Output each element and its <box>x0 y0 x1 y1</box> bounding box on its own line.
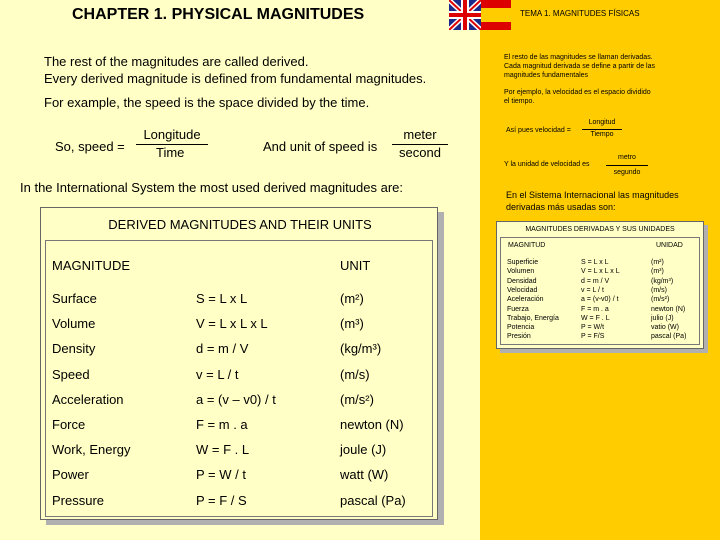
es-row-formula: W = F . L <box>581 314 610 322</box>
es-example-line-2: el tiempo. <box>504 98 535 105</box>
es-row-unit: vatio (W) <box>651 324 679 332</box>
es-unit-denominator: segundo <box>613 169 641 176</box>
es-row-formula: V = L x L x L <box>581 268 620 276</box>
es-row-formula: P = W/t <box>581 324 605 332</box>
col-header-magnitude: MAGNITUDE <box>52 258 130 273</box>
es-row-magnitude: Aceleración <box>507 296 544 304</box>
es-speed-fraction <box>582 118 622 139</box>
flag-icon <box>449 0 511 30</box>
row-formula: F = m . a <box>196 417 248 432</box>
row-unit: (m/s) <box>340 366 370 382</box>
example-text: For example, the speed is the space divided by the time. <box>44 95 370 110</box>
row-formula: a = (v – v0) / t <box>196 391 276 407</box>
row-formula: V = L x L x L <box>196 316 268 332</box>
fraction-line <box>606 165 648 166</box>
row-unit: (kg/m³) <box>340 341 382 357</box>
es-row-magnitude: Potencia <box>507 324 535 332</box>
es-row-formula: v = L / t <box>581 286 604 294</box>
row-unit: (m²) <box>340 291 364 306</box>
es-intro-line-2: Cada magnitud derivada se define a partir de las <box>504 63 655 70</box>
es-row-magnitude: Fuerza <box>507 305 529 313</box>
row-formula: d = m / V <box>196 341 249 357</box>
unit-fraction <box>392 127 448 160</box>
es-row-unit: (m²) <box>651 259 664 266</box>
row-magnitude: Work, Energy <box>52 442 131 458</box>
row-magnitude: Density <box>52 341 96 357</box>
table-body <box>45 240 433 517</box>
row-unit: joule (J) <box>340 442 387 458</box>
row-formula: P = F / S <box>196 492 247 508</box>
row-magnitude: Force <box>52 417 86 432</box>
row-unit: (m³) <box>340 316 364 332</box>
row-unit: newton (N) <box>340 417 404 432</box>
es-row-unit: julio (J) <box>651 314 674 322</box>
es-si-line-2: derivadas más usadas son: <box>506 202 616 212</box>
es-row-formula: d = m / V <box>581 277 610 285</box>
es-row-unit: (m/s) <box>651 286 667 294</box>
row-magnitude: Surface <box>52 291 97 306</box>
speed-numerator: Longitude <box>143 127 201 142</box>
es-row-formula: S = L x L <box>581 259 609 266</box>
es-speed-denominator: Tiempo <box>590 131 614 138</box>
es-row-magnitude: Presión <box>507 333 531 341</box>
es-speed-numerator: Longitud <box>588 119 616 126</box>
row-unit: watt (W) <box>340 467 389 483</box>
es-row-formula: F = m . a <box>581 305 609 313</box>
intro-line-2: Every derived magnitude is defined from fundamental magnitudes. <box>44 71 427 86</box>
es-unit-numerator: metro <box>618 154 636 161</box>
tema-title: TEMA 1. MAGNITUDES FÍSICAS <box>520 9 640 18</box>
row-formula: v = L / t <box>196 366 239 382</box>
es-row-formula: P = F/S <box>581 333 605 341</box>
es-speed-label: Así pues velocidad = <box>506 127 571 134</box>
row-magnitude: Acceleration <box>52 391 124 407</box>
speed-label: So, speed = <box>55 139 125 154</box>
row-unit: (m/s²) <box>340 391 374 407</box>
es-row-unit: (m/s²) <box>651 296 670 304</box>
unit-denominator: second <box>399 145 441 160</box>
row-magnitude: Speed <box>52 366 90 382</box>
si-text: In the International System the most used derived magnitudes are: <box>20 180 403 195</box>
es-unit-fraction <box>606 153 648 177</box>
es-col-header-magnitude: MAGNITUD <box>508 242 546 249</box>
es-table-body <box>500 237 700 345</box>
intro-line-1: The rest of the magnitudes are called derived. <box>44 54 309 69</box>
es-row-magnitude: Velocidad <box>507 286 538 294</box>
es-col-header-unit: UNIDAD <box>656 242 683 249</box>
unit-numerator: meter <box>403 127 437 142</box>
es-intro-line-3: magnitudes fundamentales <box>504 72 589 79</box>
es-row-unit: newton (N) <box>651 305 686 313</box>
es-intro-line-1: El resto de las magnitudes se llaman derivadas. <box>504 54 653 61</box>
es-row-magnitude: Volumen <box>507 268 535 276</box>
es-si-line-1: En el Sistema Internacional las magnitudes <box>506 190 679 200</box>
col-header-unit: UNIT <box>340 258 371 273</box>
es-table-title: MAGNITUDES DERIVADAS Y SUS UNIDADES <box>525 226 675 233</box>
es-row-magnitude: Densidad <box>507 277 537 285</box>
es-row-formula: a = (v-v0) / t <box>581 296 619 304</box>
es-row-magnitude: Trabajo, Energía <box>507 314 559 322</box>
row-unit: pascal (Pa) <box>340 492 406 508</box>
speed-denominator: Time <box>156 145 185 160</box>
es-row-unit: (kg/m³) <box>651 277 674 285</box>
es-derived-magnitudes-table <box>496 221 704 349</box>
es-row-unit: pascal (Pa) <box>651 333 687 341</box>
row-magnitude: Volume <box>52 316 96 332</box>
speed-fraction <box>136 127 208 160</box>
table-title: DERIVED MAGNITUDES AND THEIR UNITS <box>108 217 372 232</box>
es-row-magnitude: Superficie <box>507 259 539 266</box>
row-magnitude: Pressure <box>52 492 105 508</box>
es-unit-label: Y la unidad de velocidad es <box>504 161 590 168</box>
unit-label: And unit of speed is <box>263 139 378 154</box>
row-formula: P = W / t <box>196 467 246 483</box>
es-example-line-1: Por ejemplo, la velocidad es el espacio dividido <box>504 89 651 96</box>
row-formula: W = F . L <box>196 442 250 458</box>
row-magnitude: Power <box>52 467 89 483</box>
es-row-unit: (m³) <box>651 268 664 276</box>
chapter-title: CHAPTER 1. PHYSICAL MAGNITUDES <box>72 6 365 23</box>
row-formula: S = L x L <box>196 291 248 306</box>
derived-magnitudes-table <box>40 207 438 520</box>
